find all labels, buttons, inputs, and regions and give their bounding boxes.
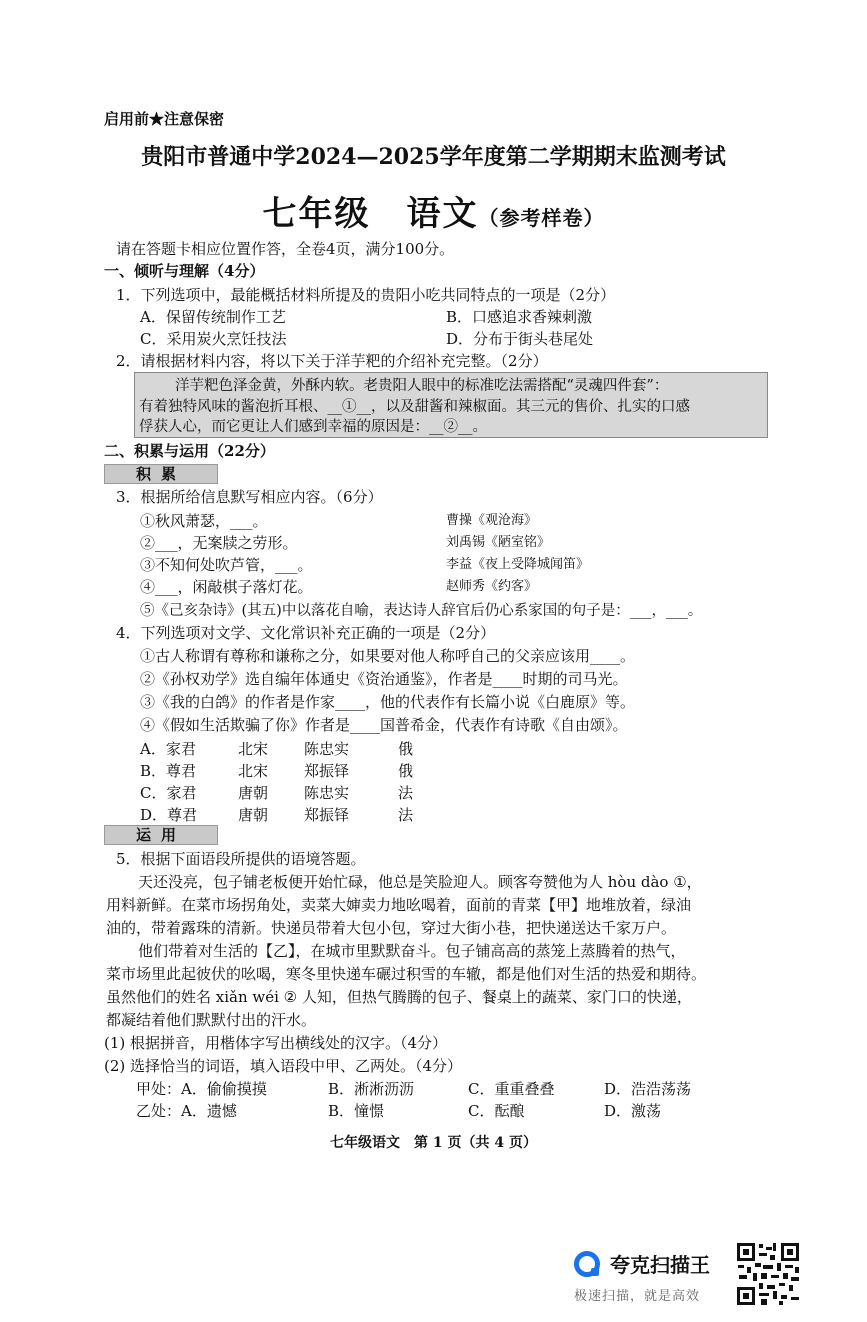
q1-option-c: C．采用炭火烹饪技法	[140, 330, 287, 348]
q5-jia-c: C．重重叠叠	[468, 1080, 555, 1098]
q3-stem: 3．根据所给信息默写相应内容。（6分）	[116, 488, 383, 506]
q3-line1: ①秋风萧瑟，___。	[140, 512, 268, 530]
q5-sub2: (2) 选择恰当的词语，填入语段中甲、乙两处。（4分）	[104, 1057, 463, 1075]
page-footer: 七年级语文 第 1 页（共 4 页）	[330, 1135, 537, 1151]
q4-option-b: B．尊君	[140, 762, 197, 780]
q5-para-line4: 他们带着对生活的【乙】，在城市里默默奋斗。包子铺高高的蒸笼上蒸腾着的热气，	[138, 942, 686, 960]
q5-para-line7: 都凝结着他们默默付出的汗水。	[106, 1011, 317, 1029]
q4-option-c-2: 唐朝	[238, 784, 269, 802]
q4-option-a: A．家君	[140, 740, 196, 758]
q5-jia-a: 甲处：A．偷偷摸摸	[136, 1080, 267, 1098]
q3-source4: 赵师秀《约客》	[446, 579, 538, 594]
exam-title: 贵阳市普通中学2024—2025学年度第二学期期末监测考试	[141, 144, 726, 170]
q5-jia-b: B．淅淅沥沥	[328, 1080, 415, 1098]
q5-sub1: (1) 根据拼音，用楷体字写出横线处的汉字。（4分）	[104, 1034, 448, 1052]
q5-para-line2: 用料新鲜。在菜市场拐角处，卖菜大婶卖力地吆喝着，面前的青菜【甲】地堆放着，绿油	[106, 896, 692, 914]
confidential-notice: 启用前★注意保密	[104, 110, 225, 128]
q2-box-line2: 有着独特风味的酱泡折耳根、__①__，以及甜酱和辣椒面。其三元的售价、扎实的口感	[139, 399, 690, 415]
q3-line4: ④___，闲敲棋子落灯花。	[140, 578, 313, 596]
q4-option-d-4: 法	[398, 806, 414, 824]
q4-line4: ④《假如生活欺骗了你》作者是____国普希金，代表作有诗歌《自由颂》。	[140, 716, 628, 734]
q4-line2: ②《孙权劝学》选自编年体通史《资治通鉴》，作者是____时期的司马光。	[140, 670, 628, 688]
q3-source2: 刘禹锡《陋室铭》	[446, 535, 551, 550]
q1-option-d: D．分布于街头巷尾处	[446, 330, 594, 348]
q4-option-a-2: 北宋	[238, 740, 269, 758]
q5-para-line5: 菜市场里此起彼伏的吆喝，寒冬里快递车碾过积雪的车辙，都是他们对生活的热爱和期待。	[106, 965, 707, 983]
q4-option-c-4: 法	[398, 784, 414, 802]
q4-option-b-3: 郑振铎	[304, 762, 350, 780]
exam-subtitle	[0, 186, 867, 235]
scanner-brand: 夸克扫描王	[610, 1253, 710, 1277]
q5-yi-a: 乙处：A．遗憾	[136, 1102, 237, 1120]
q3-line3: ③不知何处吹芦管，___。	[140, 556, 313, 574]
q4-option-a-3: 陈忠实	[304, 740, 350, 758]
q4-option-c-3: 陈忠实	[304, 784, 350, 802]
q4-option-b-4: 俄	[398, 762, 414, 780]
grade-subject: 七年级 语文	[262, 194, 479, 234]
q2-box-line3: 俘获人心，而它更让人们感到幸福的原因是：__②__。	[139, 419, 487, 435]
q5-para-line6: 虽然他们的姓名 xiǎn wéi ② 人知，但热气腾腾的包子、餐桌上的蔬菜、家门口的快递，	[106, 988, 692, 1006]
q5-para-line1: 天还没亮，包子铺老板便开始忙碌，他总是笑脸迎人。顾客夸赞他为人 hòu dào ①，	[138, 873, 702, 891]
q2-box-line1: 洋芋粑色泽金黄，外酥内软。老贵阳人眼中的标准吃法需搭配“灵魂四件套”：	[175, 378, 669, 394]
scanner-logo-icon	[574, 1251, 600, 1277]
q5-yi-b: B．憧憬	[328, 1102, 385, 1120]
q5-stem: 5．根据下面语段所提供的语境答题。	[116, 850, 366, 868]
q5-yi-c: C．酝酿	[468, 1102, 525, 1120]
q1-option-a: A．保留传统制作工艺	[140, 308, 286, 326]
q5-para-line3: 油的，带着露珠的清新。快递员带着大包小包，穿过大街小巷，把快递送达千家万户。	[106, 919, 677, 937]
tab-accumulation: 积累	[104, 464, 218, 484]
q2-material-box	[134, 372, 768, 438]
q2-stem: 2．请根据材料内容，将以下关于洋芋粑的介绍补充完整。（2分）	[116, 352, 548, 370]
q3-line2: ②___，无案牍之劳形。	[140, 534, 298, 552]
q4-option-c: C．家君	[140, 784, 197, 802]
q3-source3: 李益《夜上受降城闻笛》	[446, 557, 590, 572]
qr-code-icon	[735, 1241, 801, 1307]
section1-heading: 一、倾听与理解（4分）	[104, 262, 265, 280]
q4-line1: ①古人称谓有尊称和谦称之分，如果要对他人称呼自己的父亲应该用____。	[140, 647, 636, 665]
sample-tag: （参考样卷）	[478, 206, 605, 230]
q4-stem: 4．下列选项对文学、文化常识补充正确的一项是（2分）	[116, 624, 496, 642]
tab-application: 运用	[104, 825, 218, 845]
q5-jia-d: D．浩浩荡荡	[604, 1080, 692, 1098]
scanner-slogan: 极速扫描，就是高效	[574, 1289, 701, 1304]
instruction: 请在答题卡相应位置作答，全卷4页，满分100分。	[116, 240, 455, 258]
q4-option-a-4: 俄	[398, 740, 414, 758]
q3-source1: 曹操《观沧海》	[446, 513, 538, 528]
q1-option-b: B．口感追求香辣刺激	[446, 308, 593, 326]
q1-stem: 1．下列选项中，最能概括材料所提及的贵阳小吃共同特点的一项是（2分）	[116, 286, 616, 304]
section2-heading: 二、积累与运用（22分）	[104, 442, 275, 460]
q4-option-d-2: 唐朝	[238, 806, 269, 824]
q4-option-b-2: 北宋	[238, 762, 269, 780]
q4-option-d-3: 郑振铎	[304, 806, 350, 824]
q5-yi-d: D．激荡	[604, 1102, 662, 1120]
q4-line3: ③《我的白鸽》的作者是作家____，他的代表作有长篇小说《白鹿原》等。	[140, 693, 636, 711]
q4-option-d: D．尊君	[140, 806, 198, 824]
q3-line5: ⑤《己亥杂诗》(其五)中以落花自喻，表达诗人辞官后仍心系家国的句子是：___，___。	[140, 603, 703, 619]
